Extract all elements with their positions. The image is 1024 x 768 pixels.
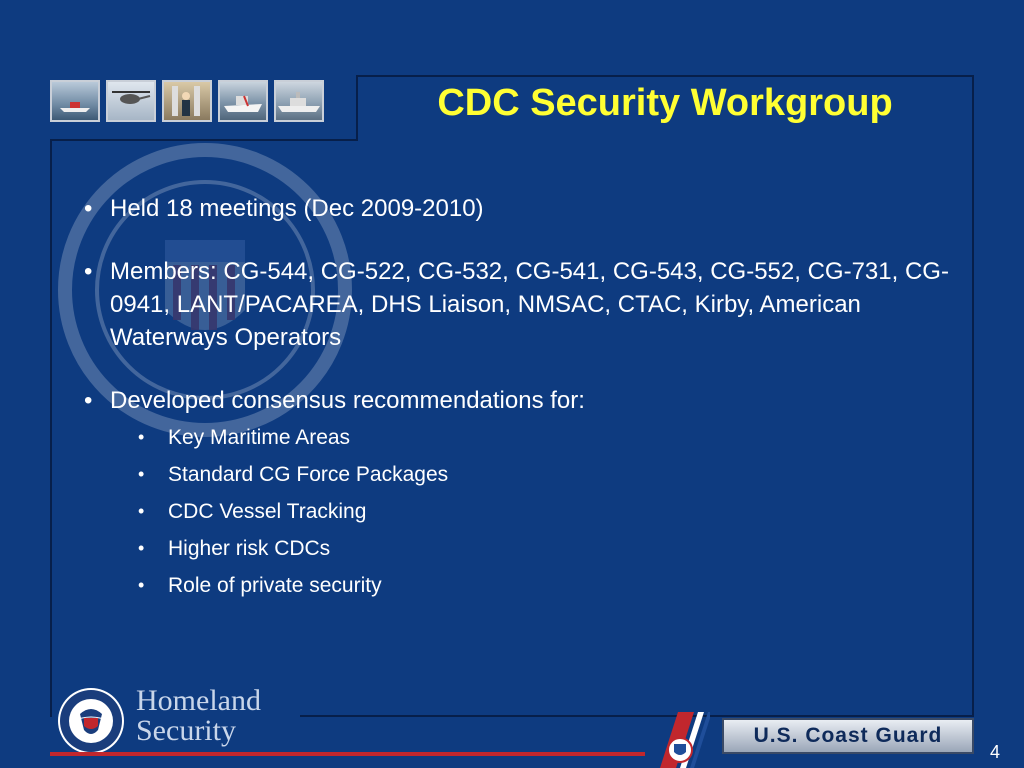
bullet-text: Developed consensus recommendations for: (110, 387, 585, 414)
dhs-wordmark (136, 686, 261, 746)
bullet-dot: • (84, 195, 93, 222)
frame-bottom-line (300, 715, 974, 717)
sub-bullet-text: CDC Vessel Tracking (168, 500, 367, 523)
page-number: 4 (989, 742, 1000, 762)
photo-strip (50, 80, 346, 128)
frame-top-line (356, 75, 974, 77)
slide-content (84, 192, 954, 604)
frame-left-line (50, 139, 52, 717)
dhs-line2: Security (136, 714, 236, 747)
sub-bullet-text: Key Maritime Areas (168, 426, 351, 449)
coast-guard-shield-icon (650, 712, 710, 768)
bullet-dot: • (138, 501, 145, 521)
frame-right-line (972, 75, 974, 717)
boat-photo-icon (50, 80, 100, 122)
bullet-dot: • (138, 538, 145, 558)
ship-photo-icon (274, 80, 324, 122)
bullet-text: Members: CG-544, CG-522, CG-532, CG-541, CG-543, CG-552, CG-731, CG-0941, LANT/PACAREA, DHS Liaison, NMSAC, CTAC, Kirby, American Waterways Operators (110, 258, 949, 351)
dhs-seal-icon (56, 686, 126, 756)
sub-bullet-text: Standard CG Force Packages (168, 463, 449, 486)
bullet-dot: • (84, 258, 93, 285)
sub-bullet (138, 419, 954, 456)
helicopter-photo-icon (106, 80, 156, 122)
sub-bullet-text: Role of private security (168, 574, 382, 597)
bullet-meetings (84, 192, 954, 225)
bullet-dot: • (138, 464, 145, 484)
bullet-dot: • (84, 387, 93, 414)
bullet-text: Held 18 meetings (Dec 2009-2010) (110, 195, 484, 222)
coast-guard-wordmark: U.S. Coast Guard (722, 718, 974, 754)
footer-red-bar (50, 752, 645, 756)
sub-bullet (138, 567, 954, 604)
sub-bullet-text: Higher risk CDCs (168, 537, 331, 560)
bullet-dot: • (138, 427, 145, 447)
crew-photo-icon (162, 80, 212, 122)
sub-bullet (138, 493, 954, 530)
sub-bullet-list (84, 419, 954, 604)
frame-divider-line (356, 75, 358, 139)
bullet-members (84, 255, 954, 354)
slide-title: CDC Security Workgroup (437, 82, 893, 124)
bullet-recommendations (84, 384, 954, 417)
bullet-dot: • (138, 575, 145, 595)
sub-bullet (138, 456, 954, 493)
sub-bullet (138, 530, 954, 567)
dhs-line1: Homeland (136, 684, 261, 717)
cutter-photo-icon (218, 80, 268, 122)
